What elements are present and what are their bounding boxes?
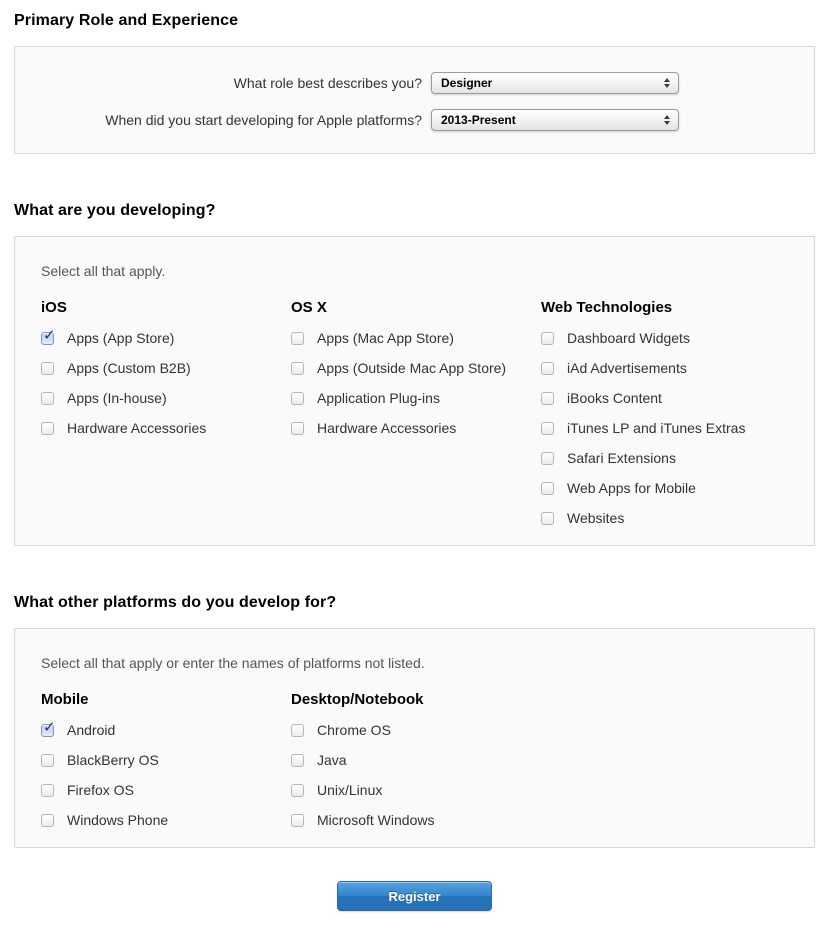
checkbox[interactable]	[41, 332, 54, 345]
checkbox[interactable]	[291, 422, 304, 435]
question-row-start-year	[15, 109, 814, 131]
checkbox-option-dashboard-widgets[interactable]	[541, 323, 788, 353]
checkbox-option-safari-extensions[interactable]	[541, 443, 788, 473]
checkbox[interactable]	[541, 332, 554, 345]
section-heading-platforms: What other platforms do you develop for?	[14, 594, 337, 611]
checkbox-option-osx-mac-app-store[interactable]	[291, 323, 541, 353]
checkbox[interactable]	[541, 512, 554, 525]
checkbox-option-unix-linux[interactable]	[291, 775, 788, 805]
checkbox[interactable]	[291, 392, 304, 405]
checkbox-label: Hardware Accessories	[67, 420, 207, 436]
checkbox-label: Apps (Custom B2B)	[67, 360, 191, 376]
role-question-label: What role best describes you?	[233, 75, 422, 91]
checkbox-label: Web Apps for Mobile	[567, 480, 696, 496]
checkbox-option-ios-in-house[interactable]	[41, 383, 291, 413]
checkbox-option-microsoft-windows[interactable]	[291, 805, 788, 835]
column-web-technologies	[541, 299, 788, 533]
checkbox-label: Apps (Mac App Store)	[317, 330, 454, 346]
checkbox-option-blackberry-os[interactable]	[41, 745, 291, 775]
checkbox-label: Firefox OS	[67, 782, 134, 798]
updown-arrows-icon	[664, 115, 670, 125]
checkbox-label: Chrome OS	[317, 722, 391, 738]
checkbox-option-chrome-os[interactable]	[291, 715, 788, 745]
checkbox-option-ibooks-content[interactable]	[541, 383, 788, 413]
checkbox-label: Java	[317, 752, 347, 768]
start-year-select[interactable]	[431, 109, 679, 131]
column-ios	[41, 299, 291, 443]
checkbox[interactable]	[41, 814, 54, 827]
platforms-columns	[41, 691, 788, 835]
column-desktop-notebook	[291, 691, 788, 835]
developing-panel	[14, 236, 815, 546]
column-title-osx: OS X	[291, 299, 327, 316]
column-osx	[291, 299, 541, 443]
platforms-instruction: Select all that apply or enter the names of platforms not listed.	[41, 655, 425, 671]
checkbox-option-ios-app-store[interactable]	[41, 323, 291, 353]
start-year-question-label: When did you start developing for Apple platforms?	[105, 112, 422, 128]
column-title-mobile: Mobile	[41, 691, 89, 708]
checkbox-label: iTunes LP and iTunes Extras	[567, 420, 746, 436]
checkbox[interactable]	[541, 482, 554, 495]
checkbox[interactable]	[41, 422, 54, 435]
checkbox-option-android[interactable]	[41, 715, 291, 745]
checkbox[interactable]	[41, 724, 54, 737]
checkbox[interactable]	[291, 754, 304, 767]
checkbox[interactable]	[41, 362, 54, 375]
section-heading-developing: What are you developing?	[14, 202, 216, 219]
developing-columns	[41, 299, 788, 533]
checkbox[interactable]	[541, 452, 554, 465]
checkbox-label: iBooks Content	[567, 390, 662, 406]
checkbox[interactable]	[41, 784, 54, 797]
checkbox-option-java[interactable]	[291, 745, 788, 775]
checkbox[interactable]	[291, 784, 304, 797]
checkbox[interactable]	[291, 724, 304, 737]
checkbox-option-ios-custom-b2b[interactable]	[41, 353, 291, 383]
role-panel	[14, 46, 815, 154]
checkbox-label: Android	[67, 722, 116, 738]
column-title-web-technologies: Web Technologies	[541, 299, 673, 316]
checkbox-label: Microsoft Windows	[317, 812, 435, 828]
section-heading-role: Primary Role and Experience	[14, 12, 239, 29]
checkbox-label: Windows Phone	[67, 812, 169, 828]
checkbox[interactable]	[41, 392, 54, 405]
checkbox-option-iad-advertisements[interactable]	[541, 353, 788, 383]
start-year-select-value: 2013-Present	[441, 113, 516, 127]
checkbox[interactable]	[541, 422, 554, 435]
checkbox-option-firefox-os[interactable]	[41, 775, 291, 805]
checkbox-label: Apps (Outside Mac App Store)	[317, 360, 507, 376]
question-row-role	[15, 72, 814, 94]
column-title-desktop-notebook: Desktop/Notebook	[291, 691, 424, 708]
checkbox-label: Hardware Accessories	[317, 420, 457, 436]
role-select[interactable]	[431, 72, 679, 94]
checkbox-label: Unix/Linux	[317, 782, 383, 798]
platforms-panel	[14, 628, 815, 848]
checkbox[interactable]	[291, 362, 304, 375]
checkbox-label: BlackBerry OS	[67, 752, 159, 768]
checkbox-option-ios-hardware[interactable]	[41, 413, 291, 443]
checkbox-label: Websites	[567, 510, 625, 526]
checkbox[interactable]	[41, 754, 54, 767]
checkbox-label: Apps (App Store)	[67, 330, 175, 346]
button-row	[14, 881, 815, 911]
checkbox[interactable]	[541, 392, 554, 405]
column-mobile	[41, 691, 291, 835]
checkbox-option-windows-phone[interactable]	[41, 805, 291, 835]
checkbox-option-osx-plugins[interactable]	[291, 383, 541, 413]
role-select-value: Designer	[441, 76, 493, 90]
checkbox-option-osx-hardware[interactable]	[291, 413, 541, 443]
checkbox-label: iAd Advertisements	[567, 360, 687, 376]
register-button[interactable]: Register	[337, 881, 492, 911]
checkbox-label: Application Plug-ins	[317, 390, 440, 406]
checkbox-label: Dashboard Widgets	[567, 330, 690, 346]
checkbox-option-itunes-lp-extras[interactable]	[541, 413, 788, 443]
checkbox-label: Safari Extensions	[567, 450, 676, 466]
checkbox[interactable]	[291, 332, 304, 345]
developing-instruction: Select all that apply.	[41, 263, 166, 279]
checkbox[interactable]	[541, 362, 554, 375]
checkbox-label: Apps (In-house)	[67, 390, 167, 406]
updown-arrows-icon	[664, 78, 670, 88]
column-title-ios: iOS	[41, 299, 67, 316]
checkbox-option-websites[interactable]	[541, 503, 788, 533]
checkbox[interactable]	[291, 814, 304, 827]
checkbox-option-web-apps-mobile[interactable]	[541, 473, 788, 503]
checkbox-option-osx-outside-mas[interactable]	[291, 353, 541, 383]
